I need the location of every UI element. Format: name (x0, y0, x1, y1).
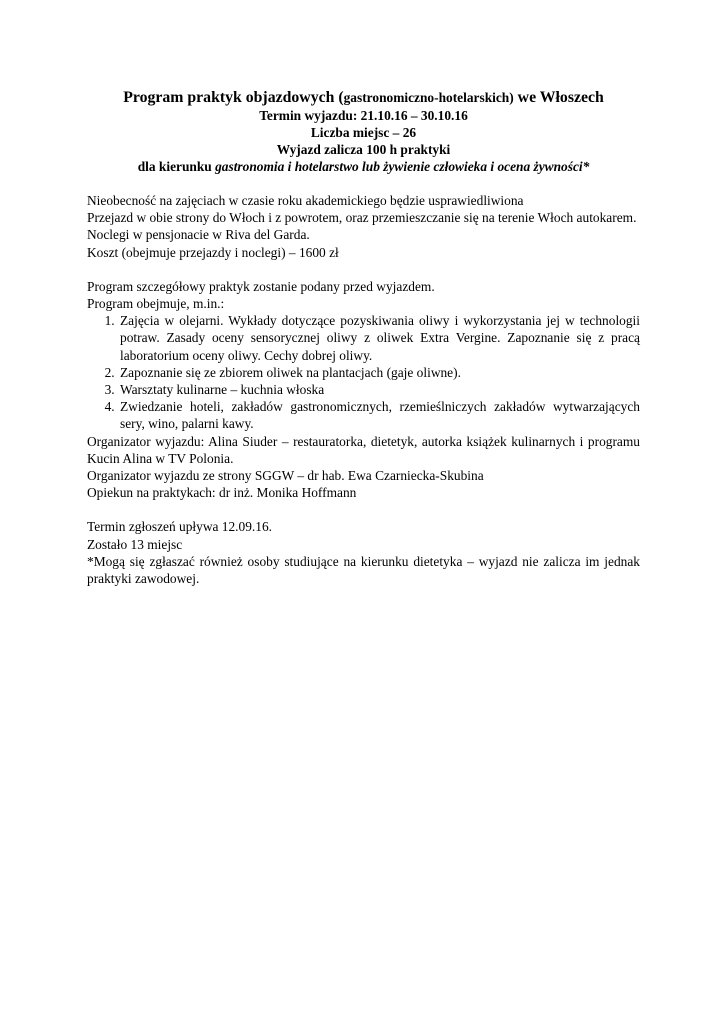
direction-prefix: dla kierunku (137, 159, 216, 174)
document-header (87, 88, 640, 175)
footnote: *Mogą się zgłaszać również osoby studiujące na kierunku dietetyka – wyjazd nie zalicza im jednak praktyki zawodowej. (87, 553, 640, 587)
program-section (87, 278, 640, 502)
info-section (87, 192, 640, 261)
program-item: 2. Zapoznanie się ze zbiorem oliwek na plantacjach (gaje oliwne). (118, 364, 640, 381)
lodging-note: Noclegi w pensjonacie w Riva del Garda. (87, 227, 310, 243)
study-direction (87, 158, 640, 175)
trip-dates: Termin wyjazdu: 21.10.16 – 30.10.16 (259, 108, 468, 123)
program-item: 4. Zwiedzanie hoteli, zakładów gastronomicznych, rzemieślniczych zakładów wytwarzających sery, wino, palarni kawy. (118, 398, 640, 432)
program-item: 3. Warsztaty kulinarne – kuchnia włoska (118, 381, 640, 398)
supervisor-note: Opiekun na praktykach: dr inż. Monika Hoffmann (87, 485, 357, 501)
absence-note: Nieobecność na zajęciach w czasie roku akademickiego będzie usprawiedliwiona (87, 193, 524, 208)
program-intro: Program szczegółowy praktyk zostanie podany przed wyjazdem. (87, 278, 435, 294)
footer-section (87, 518, 640, 587)
remaining-places: Zostało 13 miejsc (87, 536, 183, 552)
title-small-part: gastronomiczno-hotelarskich) (343, 90, 514, 105)
transport-note: Przejazd w obie strony do Włoch i z powrotem, oraz przemieszczanie się na terenie Włoch autokarem. (87, 210, 637, 226)
document-page (87, 88, 640, 587)
document-title (87, 88, 640, 107)
cost-note: Koszt (obejmuje przejazdy i noclegi) – 1600 zł (87, 244, 339, 260)
places-count: Liczba miejsc – 26 (310, 125, 417, 140)
program-includes: Program obejmuje, m.in.: (87, 296, 225, 312)
deadline-note: Termin zgłoszeń upływa 12.09.16. (87, 519, 273, 535)
organizer-note: Organizator wyjazdu: Alina Siuder – restauratorka, dietetyk, autorka książek kulinarnych i programu Kucin Alina w TV Polonia. (87, 433, 640, 466)
program-list (87, 312, 640, 432)
title-main-part-2: we Włoszech (513, 89, 604, 106)
program-item: 1. Zajęcia w olejarni. Wykłady dotyczące pozyskiwania oliwy i wykorzystania jej w technologii potraw. Zasady oceny sensorycznej oliwy z oliwek Extra Vergine. Zapoznanie się z pracą laboratorium oceny oliwy. Cechy dobrej oliwy. (118, 312, 640, 364)
direction-names: gastronomia i hotelarstwo lub żywienie człowieka i ocena żywności* (215, 159, 590, 174)
organizer-sggw-note: Organizator wyjazdu ze strony SGGW – dr hab. Ewa Czarniecka-Skubina (87, 468, 484, 484)
title-main-part-1: Program praktyk objazdowych ( (123, 89, 344, 106)
practice-hours: Wyjazd zalicza 100 h praktyki (276, 142, 451, 157)
